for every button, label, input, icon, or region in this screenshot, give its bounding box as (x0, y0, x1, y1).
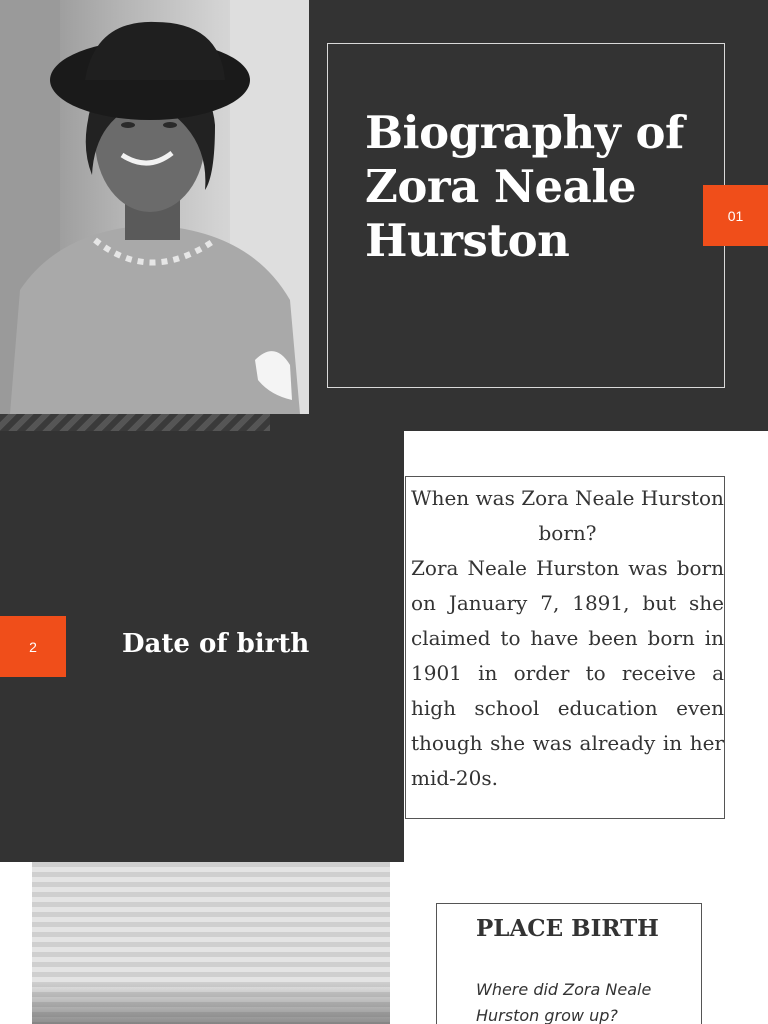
slide-title-text: Biography of Zora Neale Hurston (365, 106, 684, 267)
photo-shade (32, 982, 390, 1024)
slide-number-badge-2: 2 (0, 616, 66, 677)
place-birth-heading: PLACE BIRTH (476, 915, 659, 942)
building-photo (32, 862, 390, 1024)
birth-info-box (405, 476, 725, 819)
birth-question: When was Zora Neale Hurston born? (411, 486, 724, 545)
date-of-birth-heading: Date of birth (122, 629, 310, 659)
portrait-photo (0, 0, 309, 414)
photo-bottom-strip (0, 414, 270, 431)
birth-answer: Zora Neale Hurston was born on January 7, 1891, but she claimed to have been born in 1901 in order to receive a high school education even though she was already in her mid-20s. (411, 556, 724, 790)
place-birth-question: Where did Zora Neale Hurston grow up? (476, 980, 652, 1024)
slide-number-badge: 01 (703, 185, 768, 246)
portrait-figure (0, 0, 309, 414)
